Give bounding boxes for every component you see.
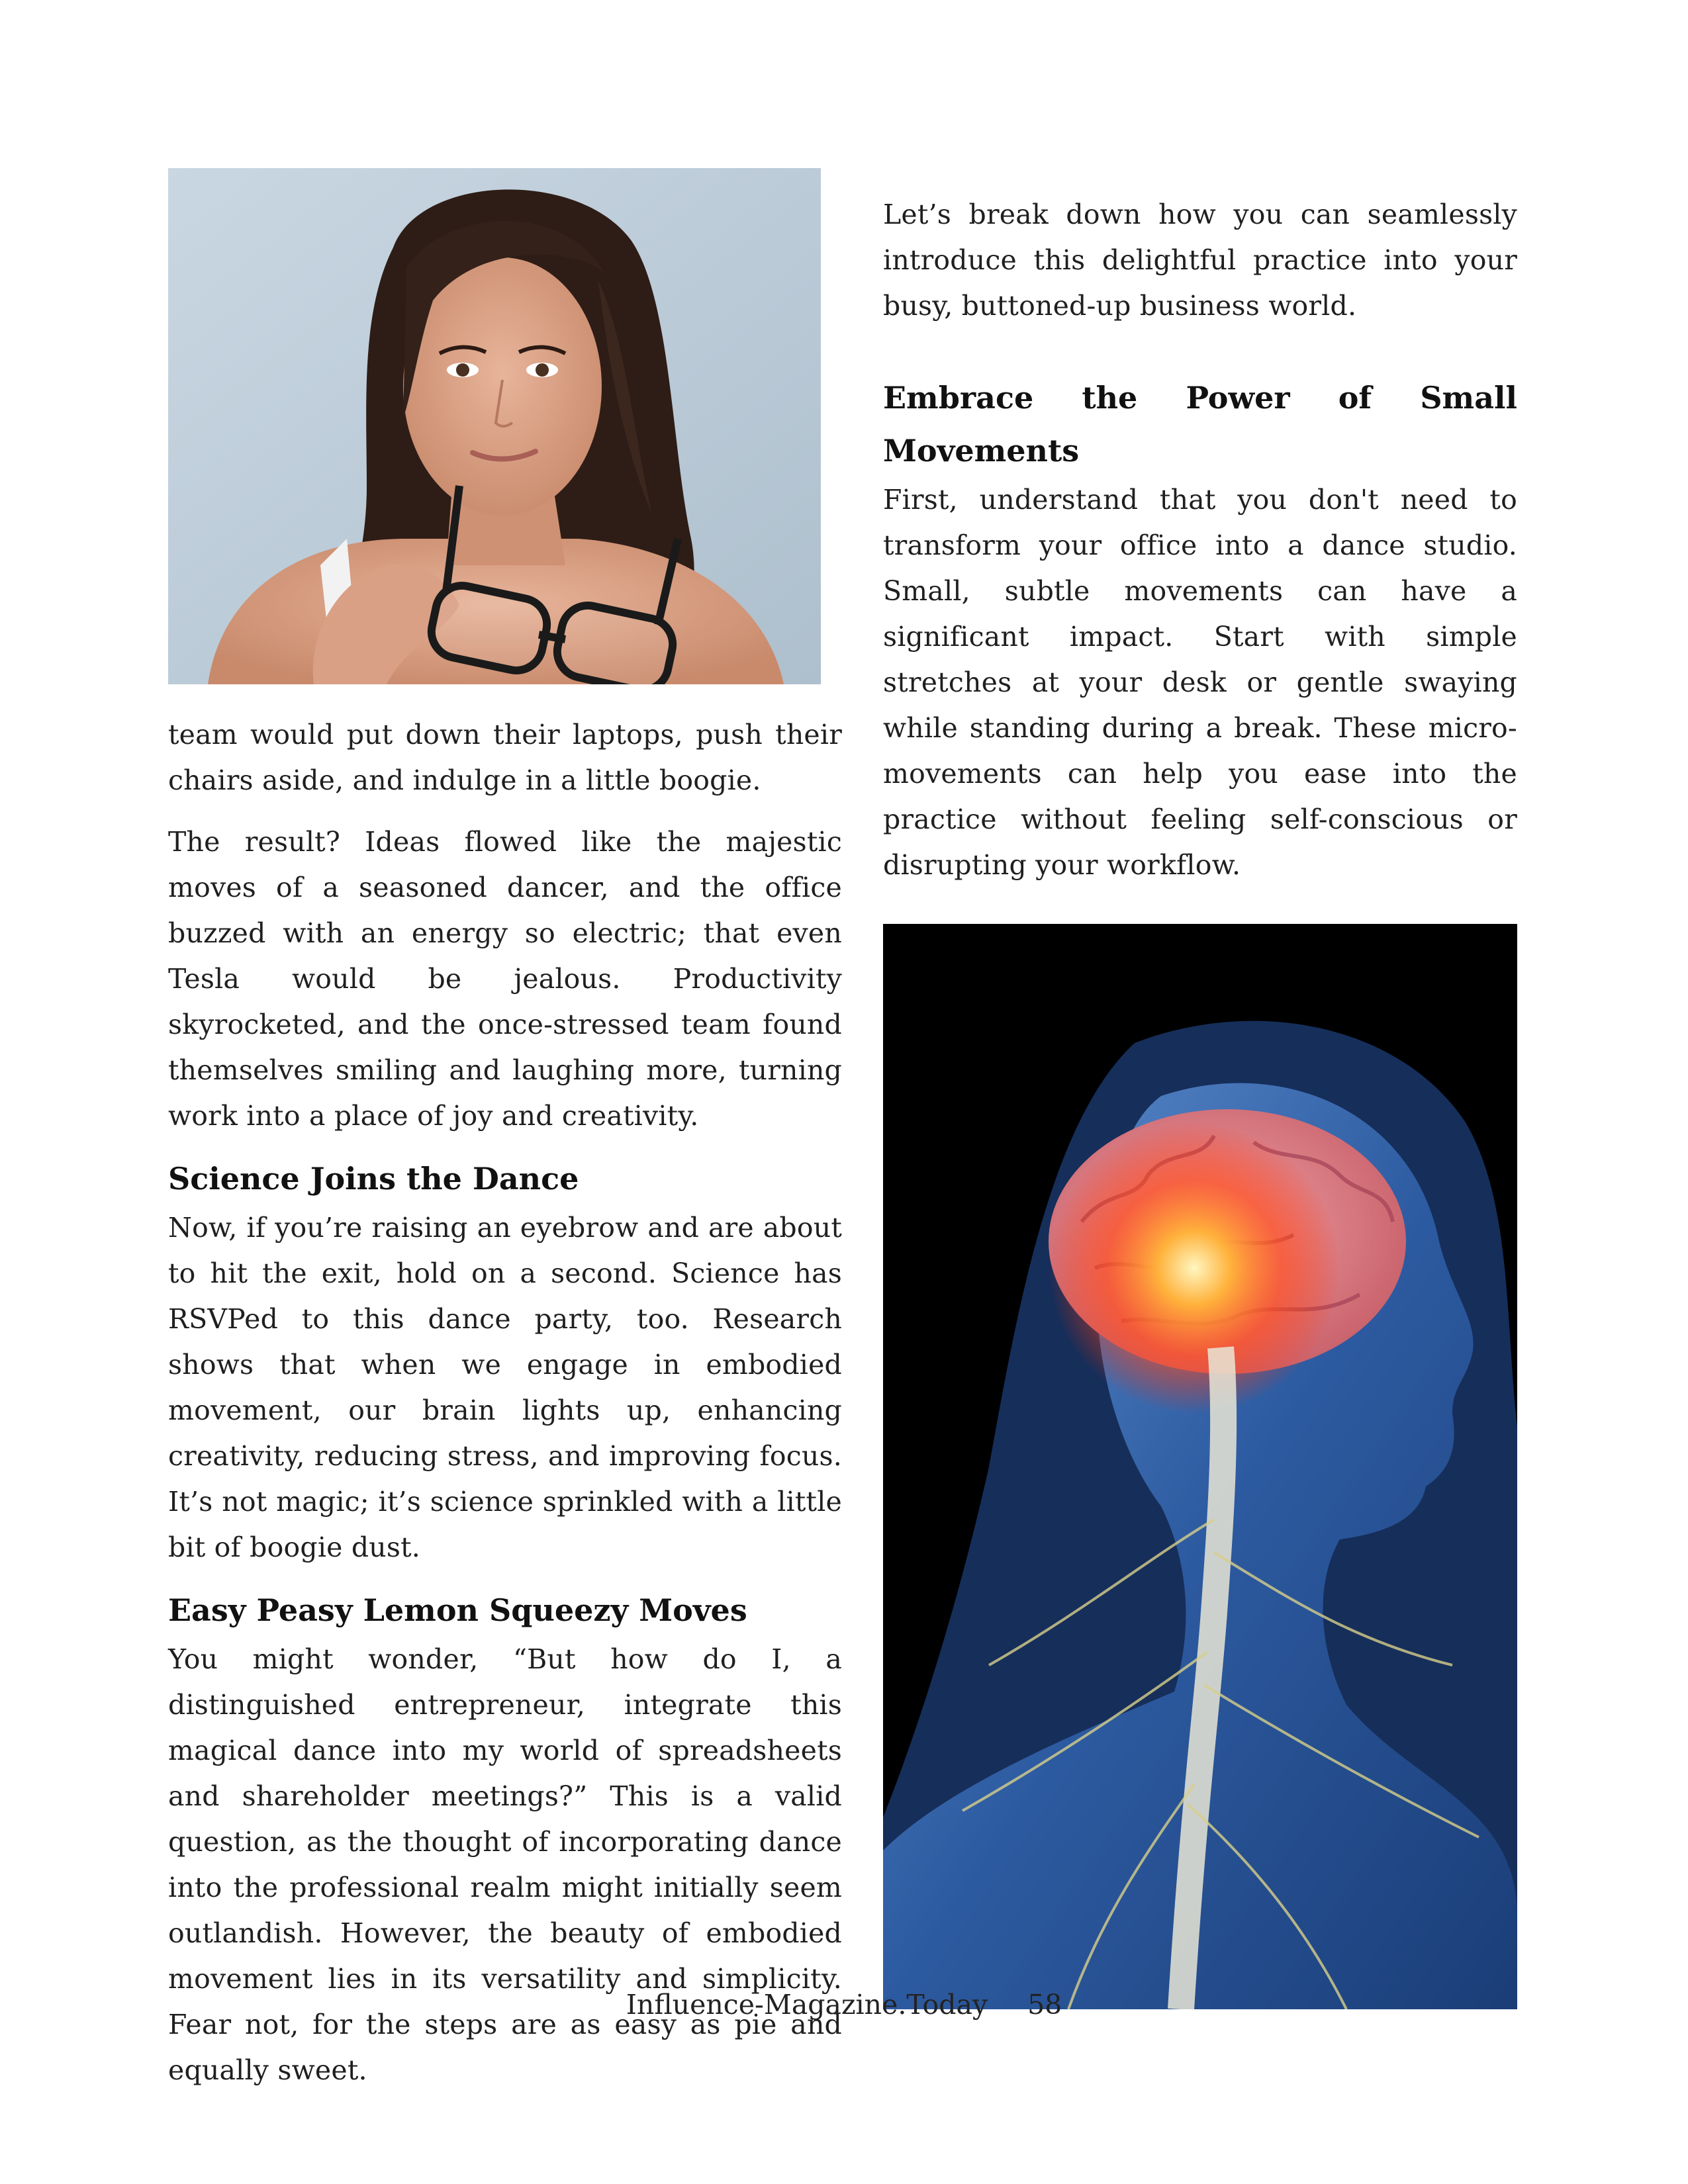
woman-holding-glasses-photo (168, 168, 821, 684)
right-para-1: Let’s break down how you can seamlessly introduce this delightful practice into your busy, buttoned-up business world. (883, 199, 1517, 322)
left-para-2: The result? Ideas flowed like the majestic moves of a seasoned dancer, and the office buzzed with an energy so electric; that even Tesla would be jealous. Productivity skyrocketed, and the once-stressed team found themselves smiling and laughing more, turning work into a place of joy and creativity. (168, 826, 842, 1132)
footer-site-name: Influence-Magazine.Today (626, 1989, 988, 2021)
section-heading-easy-moves: Easy Peasy Lemon Squeezy Moves (168, 1592, 747, 1628)
left-para-3: Now, if you’re raising an eyebrow and are about to hit the exit, hold on a second. Science has RSVPed to this dance party, too. Research shows that when we engage in embodied movement, our brain lights up, enhancing creativity, reducing stress, and improving focus. It’s not magic; it’s science sprinkled with a little bit of boogie dust. (168, 1212, 842, 1563)
glowing-brain-illustration (883, 924, 1517, 2009)
left-column (168, 168, 842, 2093)
section-heading-science: Science Joins the Dance (168, 1161, 579, 1197)
left-para-1: team would put down their laptops, push their chairs aside, and indulge in a little boogie. (168, 719, 842, 796)
right-para-2: First, understand that you don't need to transform your office into a dance studio. Small, subtle movements can have a significant impact. Start with simple stretches at your desk or gentle swaying while standing during a break. These micro-movements can help you ease into the practice without feeling self-conscious or disrupting your workflow. (883, 484, 1517, 881)
left-para-4: You might wonder, “But how do I, a distinguished entrepreneur, integrate this magical dance into my world of spreadsheets and shareholder meetings?” This is a valid question, as the thought of incorporating dance into the professional realm might initially seem outlandish. However, the beauty of embodied movement lies in its versatility and simplicity. Fear not, for the steps are as easy as pie and equally sweet. (168, 1643, 842, 2086)
page-number: 58 (1027, 1989, 1062, 2021)
section-heading-small-movements-line1: Embrace the Power of Small (883, 380, 1517, 416)
section-heading-small-movements-line2: Movements (883, 433, 1080, 469)
right-column (883, 192, 1517, 2009)
page-footer (0, 1989, 1688, 2021)
